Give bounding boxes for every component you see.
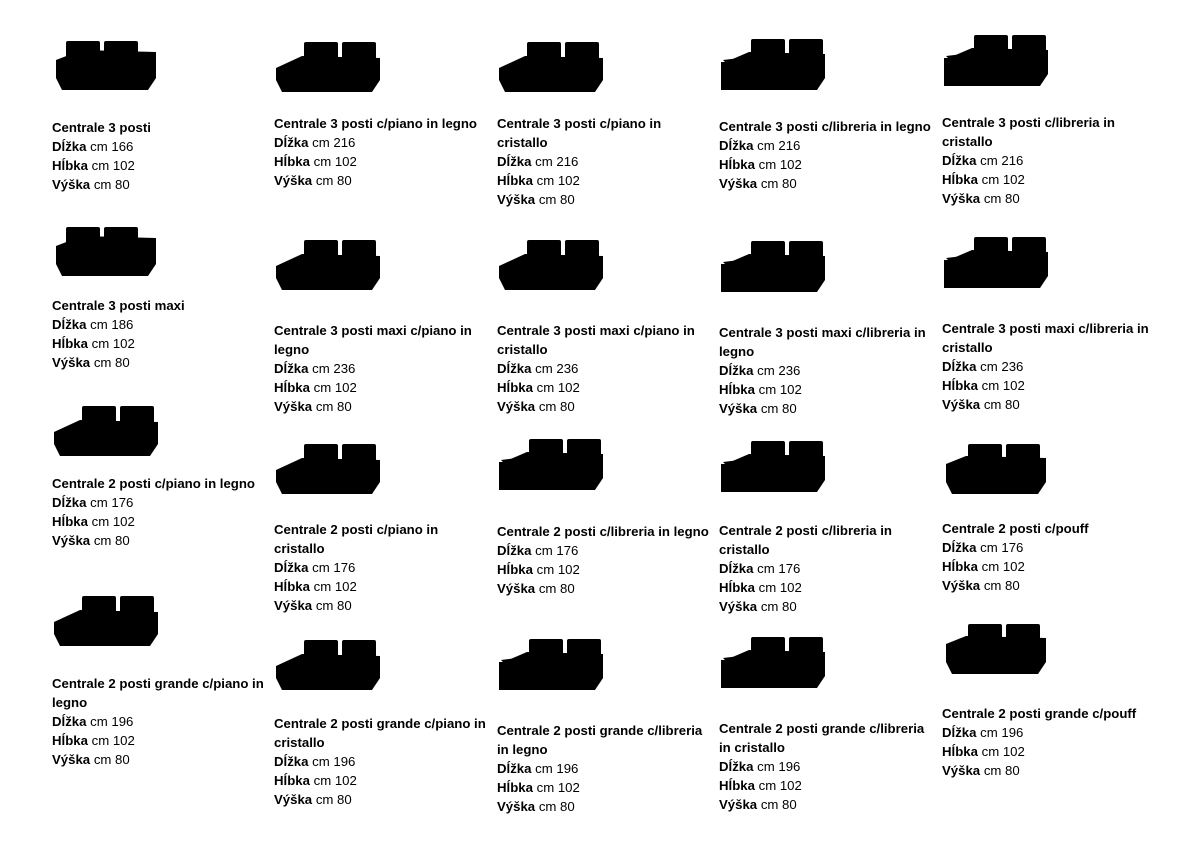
product-info	[52, 118, 270, 194]
spec-label: Hĺbka	[942, 378, 978, 393]
spec-label: Hĺbka	[497, 780, 533, 795]
spec-label: Dĺžka	[52, 139, 87, 154]
product-info	[942, 319, 1160, 414]
spec-value: cm 216	[312, 135, 356, 150]
spec-length	[274, 359, 492, 378]
spec-value: cm 236	[757, 363, 801, 378]
spec-label: Výška	[52, 177, 91, 192]
sofa-drawing-libreria	[497, 636, 607, 698]
spec-value: cm 236	[312, 361, 356, 376]
spec-value: cm 102	[758, 778, 802, 793]
spec-value: cm 196	[312, 754, 356, 769]
spec-length	[497, 359, 715, 378]
spec-value: cm 80	[538, 799, 575, 814]
spec-value: cm 80	[93, 355, 130, 370]
spec-label: Hĺbka	[942, 744, 978, 759]
spec-label: Hĺbka	[719, 382, 755, 397]
product-info	[719, 521, 937, 616]
spec-label: Výška	[719, 599, 758, 614]
spec-label: Dĺžka	[274, 361, 309, 376]
spec-height	[497, 190, 715, 209]
spec-label: Výška	[274, 173, 313, 188]
spec-value: cm 102	[91, 336, 135, 351]
spec-depth	[497, 560, 715, 579]
spec-label: Výška	[274, 399, 313, 414]
product-name: Centrale 3 posti maxi c/libreria in legno	[719, 325, 926, 359]
spec-label: Hĺbka	[497, 173, 533, 188]
spec-value: cm 196	[535, 761, 579, 776]
spec-label: Dĺžka	[52, 317, 87, 332]
spec-depth	[52, 156, 270, 175]
spec-length	[52, 137, 270, 156]
spec-length	[274, 133, 492, 152]
spec-label: Hĺbka	[942, 559, 978, 574]
sofa-drawing-libreria	[719, 36, 829, 98]
spec-label: Dĺžka	[719, 759, 754, 774]
spec-label: Výška	[497, 581, 536, 596]
spec-value: cm 102	[536, 173, 580, 188]
spec-label: Výška	[52, 533, 91, 548]
product-name: Centrale 3 posti maxi c/piano in legno	[274, 323, 472, 357]
product-name: Centrale 3 posti maxi c/piano in cristallo	[497, 323, 695, 357]
spec-value: cm 80	[760, 401, 797, 416]
spec-depth	[52, 334, 270, 353]
spec-length	[942, 538, 1160, 557]
spec-depth	[719, 776, 937, 795]
spec-value: cm 80	[315, 173, 352, 188]
product-info	[497, 114, 715, 209]
spec-value: cm 102	[313, 380, 357, 395]
spec-height	[52, 750, 270, 769]
product-name: Centrale 3 posti c/libreria in legno	[719, 119, 931, 134]
spec-value: cm 80	[93, 177, 130, 192]
spec-depth	[497, 778, 715, 797]
spec-value: cm 102	[313, 579, 357, 594]
product-info	[719, 323, 937, 418]
spec-value: cm 196	[757, 759, 801, 774]
product-info	[274, 520, 492, 615]
spec-label: Výška	[942, 397, 981, 412]
spec-value: cm 196	[90, 714, 134, 729]
spec-value: cm 176	[312, 560, 356, 575]
spec-depth	[942, 376, 1160, 395]
sofa-drawing-libreria	[942, 234, 1052, 296]
spec-value: cm 102	[536, 562, 580, 577]
spec-height	[942, 576, 1160, 595]
spec-label: Hĺbka	[719, 778, 755, 793]
product-info	[942, 113, 1160, 208]
sofa-drawing-piano	[52, 592, 162, 654]
spec-label: Výška	[52, 752, 91, 767]
spec-label: Dĺžka	[497, 154, 532, 169]
spec-label: Výška	[942, 191, 981, 206]
spec-height	[274, 790, 492, 809]
spec-label: Výška	[52, 355, 91, 370]
spec-value: cm 186	[90, 317, 134, 332]
spec-height	[52, 353, 270, 372]
spec-label: Výška	[497, 192, 536, 207]
spec-label: Dĺžka	[942, 725, 977, 740]
spec-depth	[497, 378, 715, 397]
sofa-drawing-libreria	[719, 634, 829, 696]
spec-label: Dĺžka	[719, 363, 754, 378]
product-info	[274, 114, 492, 190]
product-name: Centrale 3 posti maxi c/libreria in cristallo	[942, 321, 1149, 355]
sofa-drawing-piano	[274, 38, 384, 100]
spec-depth	[942, 170, 1160, 189]
spec-value: cm 80	[983, 763, 1020, 778]
spec-label: Hĺbka	[52, 158, 88, 173]
spec-value: cm 102	[536, 780, 580, 795]
spec-label: Hĺbka	[52, 336, 88, 351]
product-info	[52, 296, 270, 372]
spec-length	[497, 152, 715, 171]
spec-value: cm 102	[758, 580, 802, 595]
spec-value: cm 102	[313, 154, 357, 169]
spec-height	[274, 596, 492, 615]
product-name: Centrale 2 posti c/libreria in legno	[497, 524, 709, 539]
sofa-drawing-piano	[274, 636, 384, 698]
spec-value: cm 80	[983, 191, 1020, 206]
spec-height	[52, 175, 270, 194]
sofa-drawing-piano	[497, 38, 607, 100]
spec-length	[942, 151, 1160, 170]
spec-value: cm 176	[535, 543, 579, 558]
spec-length	[497, 541, 715, 560]
spec-value: cm 102	[758, 382, 802, 397]
spec-length	[719, 136, 937, 155]
spec-value: cm 80	[760, 797, 797, 812]
spec-length	[52, 493, 270, 512]
spec-value: cm 196	[980, 725, 1024, 740]
spec-value: cm 102	[981, 172, 1025, 187]
product-name: Centrale 2 posti grande c/pouff	[942, 706, 1137, 721]
product-name: Centrale 3 posti c/libreria in cristallo	[942, 115, 1115, 149]
spec-value: cm 216	[980, 153, 1024, 168]
spec-height	[497, 397, 715, 416]
spec-length	[719, 361, 937, 380]
spec-value: cm 80	[983, 397, 1020, 412]
spec-label: Dĺžka	[274, 754, 309, 769]
spec-length	[719, 757, 937, 776]
spec-height	[942, 761, 1160, 780]
spec-label: Hĺbka	[497, 562, 533, 577]
spec-label: Dĺžka	[52, 714, 87, 729]
sofa-drawing-piano	[274, 440, 384, 502]
product-name: Centrale 2 posti grande c/libreria in legno	[497, 723, 703, 757]
spec-length	[942, 357, 1160, 376]
spec-label: Výška	[942, 578, 981, 593]
spec-length	[942, 723, 1160, 742]
spec-value: cm 102	[313, 773, 357, 788]
spec-value: cm 102	[91, 733, 135, 748]
spec-label: Dĺžka	[942, 153, 977, 168]
product-info	[274, 714, 492, 809]
spec-depth	[274, 152, 492, 171]
spec-height	[274, 171, 492, 190]
product-info	[942, 519, 1160, 595]
product-info	[497, 321, 715, 416]
spec-depth	[719, 155, 937, 174]
spec-height	[719, 399, 937, 418]
spec-height	[497, 797, 715, 816]
spec-height	[497, 579, 715, 598]
spec-value: cm 176	[90, 495, 134, 510]
spec-depth	[942, 557, 1160, 576]
spec-depth	[274, 378, 492, 397]
spec-value: cm 80	[760, 599, 797, 614]
spec-value: cm 236	[980, 359, 1024, 374]
sofa-drawing-piano	[52, 402, 162, 464]
product-name: Centrale 3 posti c/piano in cristallo	[497, 116, 662, 150]
spec-label: Dĺžka	[942, 359, 977, 374]
spec-value: cm 80	[315, 598, 352, 613]
spec-depth	[274, 771, 492, 790]
spec-height	[274, 397, 492, 416]
sofa-drawing-plain	[52, 38, 162, 100]
spec-label: Dĺžka	[497, 761, 532, 776]
spec-value: cm 80	[760, 176, 797, 191]
spec-height	[942, 189, 1160, 208]
spec-label: Hĺbka	[52, 733, 88, 748]
spec-label: Výška	[274, 792, 313, 807]
spec-length	[274, 752, 492, 771]
product-name: Centrale 2 posti c/piano in cristallo	[274, 522, 439, 556]
spec-value: cm 80	[93, 752, 130, 767]
spec-value: cm 102	[981, 378, 1025, 393]
sofa-drawing-libreria	[497, 436, 607, 498]
spec-value: cm 236	[535, 361, 579, 376]
product-name: Centrale 3 posti	[52, 120, 151, 135]
spec-depth	[719, 380, 937, 399]
product-name: Centrale 2 posti grande c/piano in cristallo	[274, 716, 486, 750]
spec-label: Dĺžka	[497, 361, 532, 376]
sofa-drawing-piano	[274, 236, 384, 298]
spec-value: cm 102	[981, 744, 1025, 759]
product-name: Centrale 2 posti c/pouff	[942, 521, 1089, 536]
spec-height	[942, 395, 1160, 414]
spec-value: cm 216	[535, 154, 579, 169]
spec-label: Hĺbka	[274, 154, 310, 169]
sofa-drawing-piano	[497, 236, 607, 298]
spec-value: cm 80	[538, 399, 575, 414]
spec-value: cm 166	[90, 139, 134, 154]
product-info	[942, 704, 1160, 780]
product-info	[497, 522, 715, 598]
spec-label: Dĺžka	[719, 138, 754, 153]
spec-depth	[274, 577, 492, 596]
spec-value: cm 102	[91, 158, 135, 173]
product-info	[274, 321, 492, 416]
spec-label: Výška	[719, 401, 758, 416]
spec-value: cm 80	[538, 192, 575, 207]
spec-depth	[942, 742, 1160, 761]
spec-label: Hĺbka	[497, 380, 533, 395]
spec-label: Dĺžka	[942, 540, 977, 555]
spec-length	[274, 558, 492, 577]
spec-label: Výška	[497, 799, 536, 814]
spec-label: Dĺžka	[719, 561, 754, 576]
product-info	[52, 674, 270, 769]
spec-value: cm 102	[91, 514, 135, 529]
spec-label: Dĺžka	[52, 495, 87, 510]
spec-height	[52, 531, 270, 550]
spec-depth	[497, 171, 715, 190]
spec-label: Výška	[274, 598, 313, 613]
spec-value: cm 80	[538, 581, 575, 596]
spec-label: Hĺbka	[942, 172, 978, 187]
spec-length	[52, 712, 270, 731]
spec-value: cm 80	[983, 578, 1020, 593]
product-name: Centrale 2 posti c/piano in legno	[52, 476, 255, 491]
spec-depth	[52, 731, 270, 750]
spec-label: Dĺžka	[274, 560, 309, 575]
spec-value: cm 216	[757, 138, 801, 153]
spec-value: cm 102	[758, 157, 802, 172]
spec-value: cm 176	[980, 540, 1024, 555]
spec-height	[719, 597, 937, 616]
spec-height	[719, 795, 937, 814]
sofa-drawing-pouff	[942, 620, 1052, 682]
product-info	[719, 117, 937, 193]
product-name: Centrale 2 posti grande c/libreria in cristallo	[719, 721, 925, 755]
spec-label: Hĺbka	[274, 773, 310, 788]
spec-label: Dĺžka	[274, 135, 309, 150]
spec-label: Hĺbka	[274, 380, 310, 395]
spec-label: Výška	[719, 176, 758, 191]
spec-depth	[719, 578, 937, 597]
spec-value: cm 102	[981, 559, 1025, 574]
spec-label: Hĺbka	[719, 580, 755, 595]
product-name: Centrale 3 posti maxi	[52, 298, 185, 313]
spec-value: cm 80	[93, 533, 130, 548]
product-info	[52, 474, 270, 550]
spec-height	[719, 174, 937, 193]
spec-value: cm 80	[315, 792, 352, 807]
sofa-drawing-libreria	[719, 238, 829, 300]
spec-length	[497, 759, 715, 778]
product-name: Centrale 3 posti c/piano in legno	[274, 116, 477, 131]
spec-label: Hĺbka	[719, 157, 755, 172]
product-info	[719, 719, 937, 814]
spec-label: Výška	[497, 399, 536, 414]
spec-label: Výška	[942, 763, 981, 778]
sofa-drawing-libreria	[942, 32, 1052, 94]
product-info	[497, 721, 715, 816]
sofa-drawing-libreria	[719, 438, 829, 500]
spec-value: cm 102	[536, 380, 580, 395]
product-name: Centrale 2 posti grande c/piano in legno	[52, 676, 264, 710]
sofa-drawing-pouff	[942, 440, 1052, 502]
spec-length	[52, 315, 270, 334]
spec-label: Dĺžka	[497, 543, 532, 558]
spec-label: Hĺbka	[274, 579, 310, 594]
product-name: Centrale 2 posti c/libreria in cristallo	[719, 523, 892, 557]
spec-value: cm 176	[757, 561, 801, 576]
spec-length	[719, 559, 937, 578]
spec-label: Výška	[719, 797, 758, 812]
spec-depth	[52, 512, 270, 531]
spec-value: cm 80	[315, 399, 352, 414]
spec-label: Hĺbka	[52, 514, 88, 529]
sofa-drawing-plain	[52, 224, 162, 286]
